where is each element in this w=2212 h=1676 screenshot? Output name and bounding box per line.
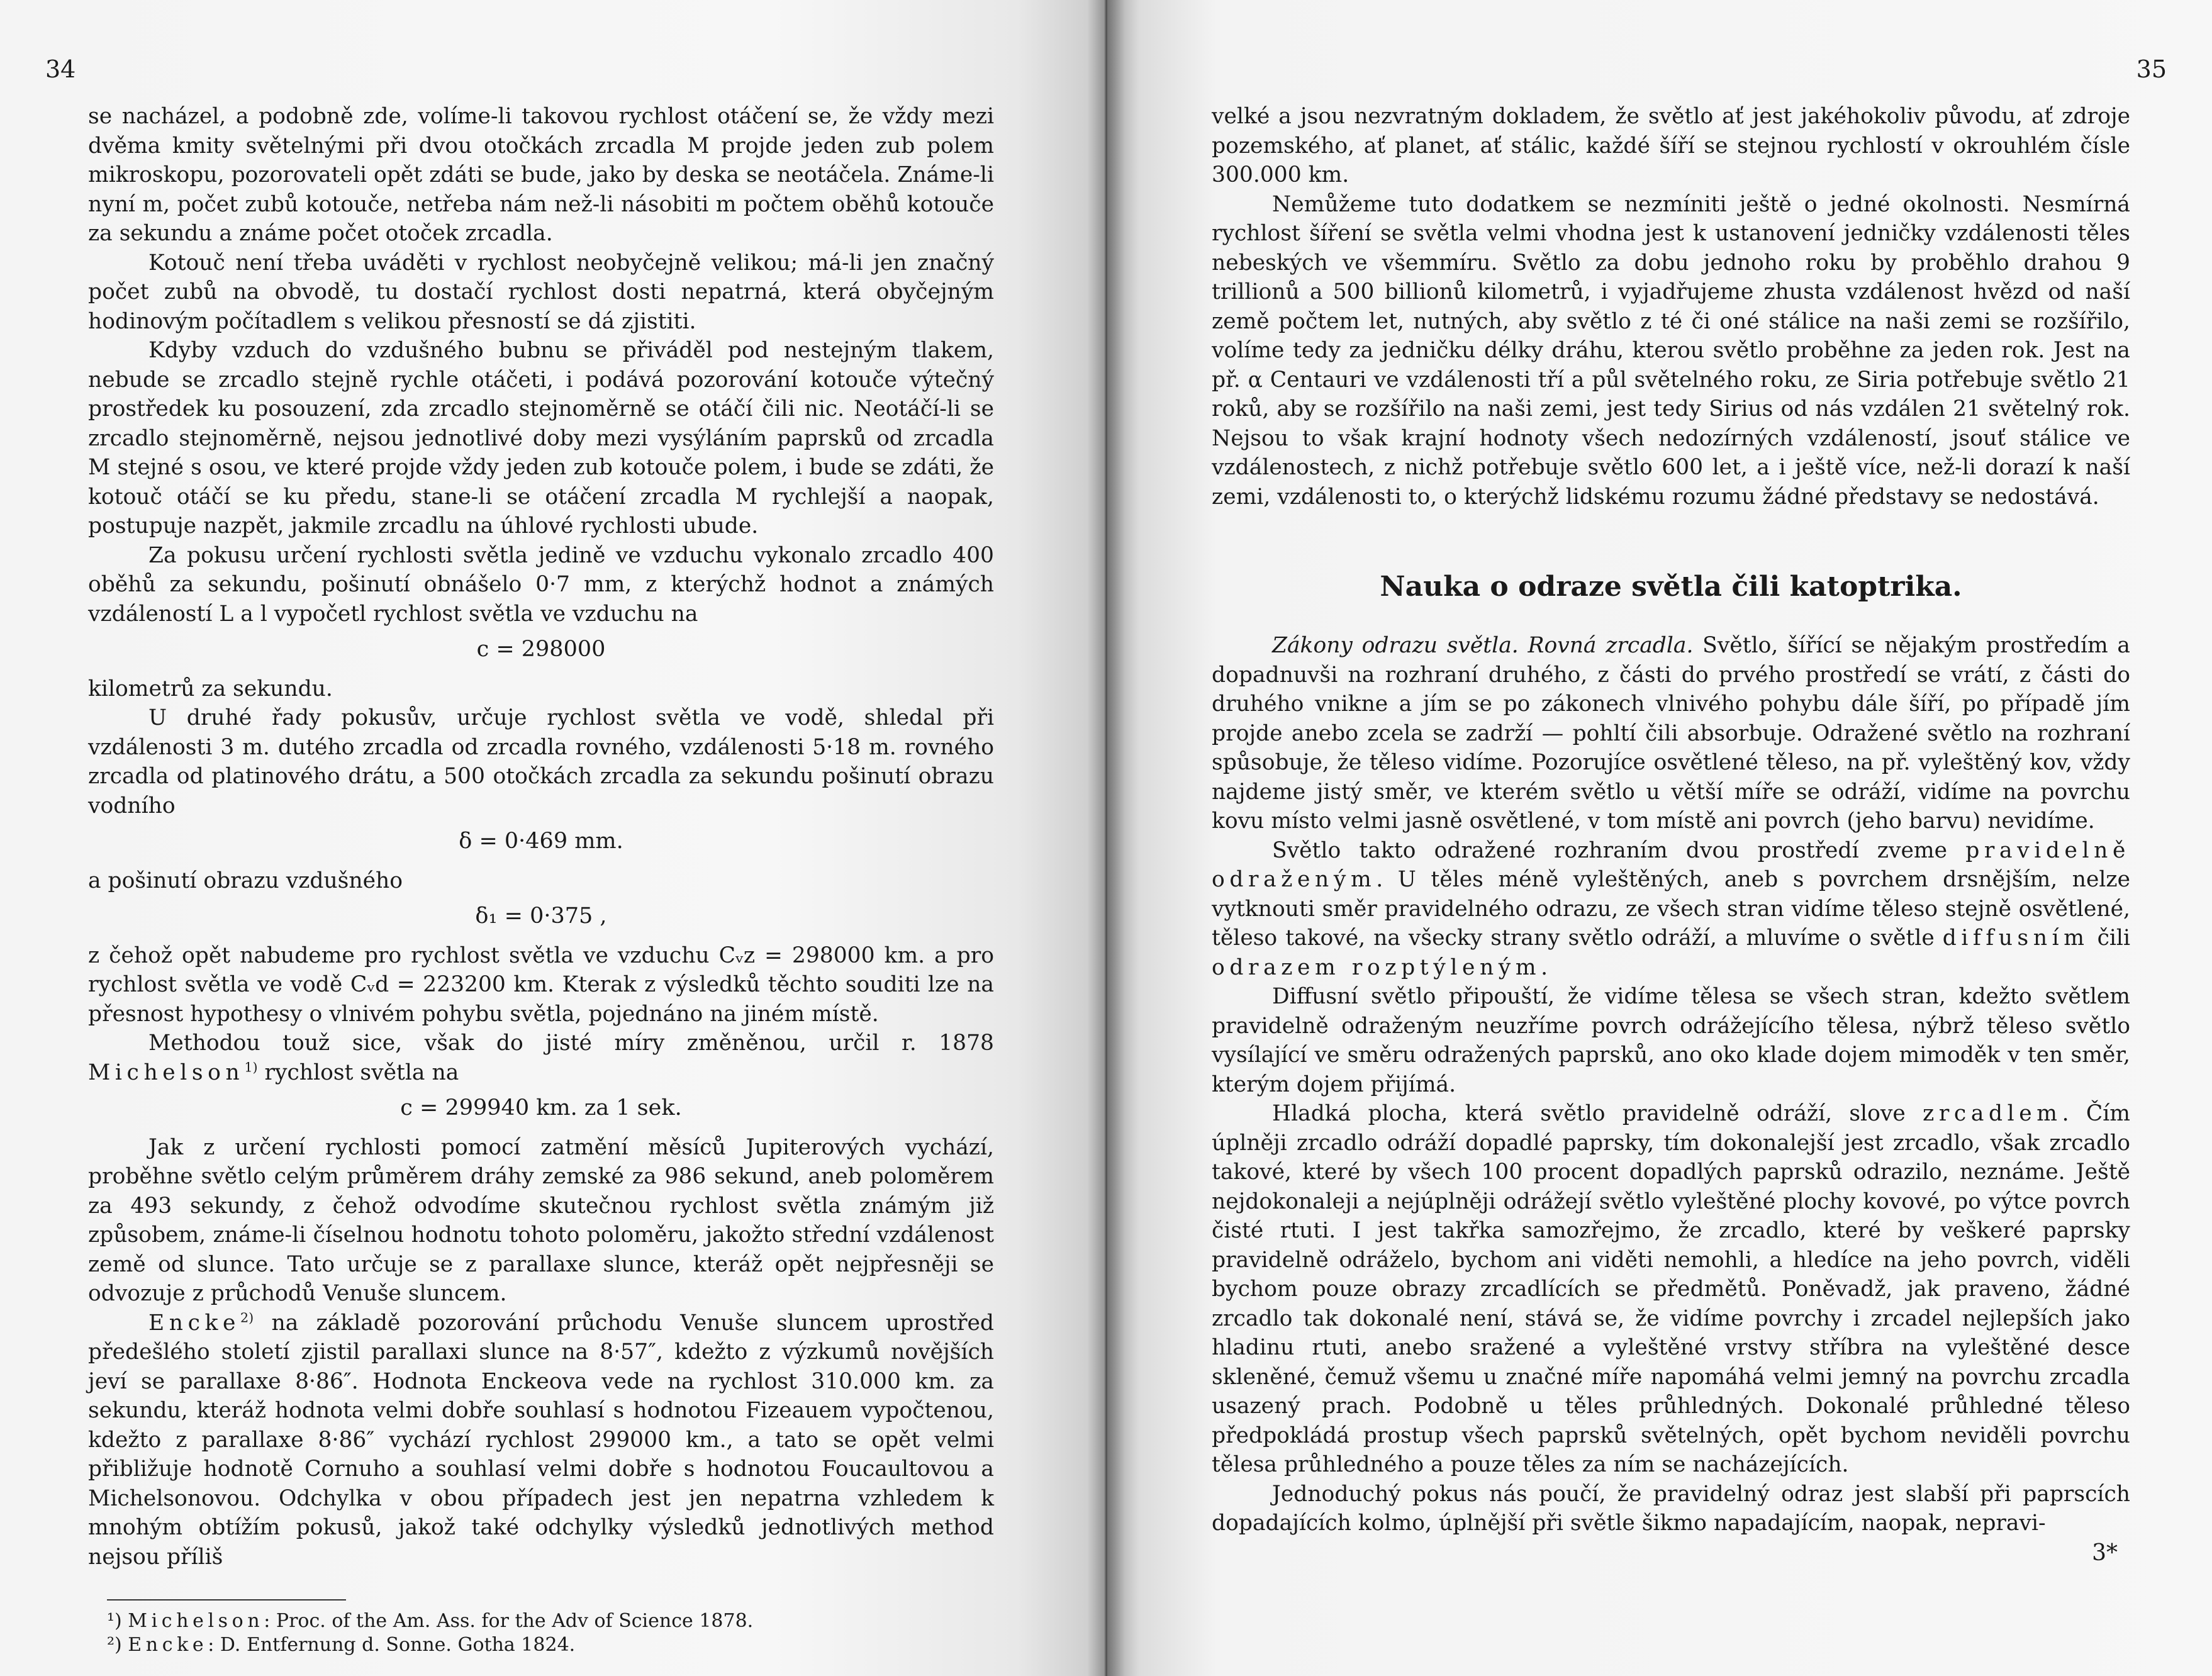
paragraph: a pošinutí obrazu vzdušného xyxy=(88,868,403,893)
paragraph: Diffusní světlo připouští, že vidíme tělesa se všech stran, kdežto světlem pravidelně odraženým neuzříme povrch odrážejícího tělesa, nýbrž těleso světlo vysílající ve směru odražených paprsků, ano oko klade dojem mimoděk v ten směr, kterým dojem přijímá. xyxy=(1212,984,2130,1097)
paragraph: kilometrů za sekundu. xyxy=(88,676,333,701)
page-number-right: 35 xyxy=(2136,55,2167,83)
paragraph: Nemůžeme tuto dodatkem se nezmíniti ještě o jedné okolnosti. Nesmírná rychlost šíření se světla velmi vhodna jest k ustanovení jedničky vzdálenosti těles nebeských ve všemmíru. Světlo za dobu jednoho roku by proběhlo drahou 9 trillionů a 500 billionů kilometrů, i vyjadřujeme zhusta vzdálenost hvězd od naší země počtem let, nutných, aby světlo z té či oné stálice na naši zemi se rozšířilo, volíme tedy za jedničku délky dráhu, kterou světlo proběhne za jeden rok. Jest na př. α Centauri ve vzdálenosti tří a půl světelného roku, ze Siria potřebuje světlo 21 roků, aby se rozšířilo na naši zemi, jest tedy Sirius od nás vzdálen 21 světelný rok. Nejsou to však krajní hodnoty všech nedozírných vzdáleností, jsouť stálice ve vzdálenostech, z nichž potřebuje světlo 600 let, a i ještě více, než-li dorazí k naší zemi, vzdálenosti to, o kterýchž lidskému rozumu žádné představy se nedostává. xyxy=(1212,191,2130,510)
formula-c-michelson: c = 299940 km. za 1 sek. xyxy=(400,1095,682,1120)
paragraph-michelson: Methodou touž sice, však do jisté míry změněnou, určil r. 1878 Michelson$^{1)}$ rychlost světla na xyxy=(88,1031,994,1085)
footnote-1: ¹) Michelson: Proc. of the Am. Ass. for the Adv of Science 1878. xyxy=(107,1610,754,1632)
right-page xyxy=(1106,0,2212,1676)
name-encke: Encke xyxy=(148,1310,240,1336)
book-gutter xyxy=(1087,0,1125,1676)
paragraph-encke: Encke$^{2)}$ na základě pozorování průchodu Venuše sluncem uprostřed předešlého století zjistil parallaxi slunce na 8·57″, kdežto z výzkumů novějších jeví se parallaxe 8·86″. Hodnota Enckeova vede na rychlost 310.000 km. za sekundu, kteráž hodnota velmi dobře souhlasí s hodnotou Fizeauem vypočtenou, kdežto z parallaxe 8·86″ vychází rychlost 299000 km., a tato se opět velmi přibližuje hodnotě Cornuho a souhlasí velmi dobře s hodnotou Foucaultovou a Michelsonovou. Odchylka v obou případech jest jen nepatrna vzhledem k mnohým obtížím pokusů, jakož také odchylky výsledků jednotlivých method nejsou příliš xyxy=(88,1310,994,1570)
footnote-ref: 1) xyxy=(244,1059,258,1075)
paragraph: Kotouč není třeba uváděti v rychlost neobyčejně velikou; má-li jen značný počet zubů na obvodě, tu dostačí rychlost dosti nepatrná, která obyčejným hodinovým počítadlem s velikou přesností se dá zjistiti. xyxy=(88,250,994,334)
left-page-text xyxy=(88,102,994,1657)
paragraph: se nacházel, a podobně zde, volíme-li takovou rychlost otáčení se, že vždy mezi dvěma kmity světelnými při dvou otočkách zrcadla M projde jeden zub polem mikroskopu, pozorovateli opět zdáti se bude, jako by deska se neotáčela. Známe-li nyní m, počet zubů kotouče, netřeba nám než-li násobiti m počtem oběhů kotouče za sekundu a známe počet otoček zrcadla. xyxy=(88,104,994,246)
paragraph: z čehož opět nabudeme pro rychlost světla ve vzduchu Cᵥz = 298000 km. a pro rychlost světla ve vodě Cᵥd = 223200 km. Kterak z výsledků těchto souditi lze na přesnost hypothesy o vlnivém pohybu světla, pojednáno na jiném místě. xyxy=(88,942,994,1027)
formula-delta: δ = 0·469 mm. xyxy=(459,829,623,854)
footnotes xyxy=(88,1599,994,1657)
section-heading: Nauka o odraze světla čili katoptrika. xyxy=(1380,571,1962,603)
footnote-divider xyxy=(107,1599,346,1601)
paragraph: Jak z určení rychlosti pomocí zatmění měsíců Jupiterových vychází, proběhne světlo celým průměrem dráhy zemské za 986 sekund, aneb poloměrem za 493 sekundy, z čehož odvodíme skutečnou rychlost světla známým již způsobem, známe-li číselnou hodnotu tohoto poloměru, jakožto střední vzdálenost země od slunce. Tato určuje se z parallaxe slunce, kteráž opět nejpřesněji se odvozuje z průchodů Venuše sluncem. xyxy=(88,1134,994,1306)
right-page-text xyxy=(1212,102,2130,1538)
page-number-left: 34 xyxy=(45,55,76,83)
name-michelson: Michelson xyxy=(88,1059,245,1085)
formula-c-air: c = 298000 xyxy=(476,637,606,662)
paragraph: Kdyby vzduch do vzdušného bubnu se přiváděl pod nestejným tlakem, nebude se zrcadlo stejně rychle otáčeti, i podává pozorování kotouče výtečný prostředek ku posouzení, zda zrcadlo stejnoměrně se otáčí čili nic. Neotáčí-li se zrcadlo stejnoměrně, nejsou jednotlivé doby mezi vysýláním paprsků od zrcadla M stejné s osou, ve které projde vždy jeden zub kotouče polem, i bude se zdáti, že kotouč otáčí se ku předu, stane-li se otáčení zrcadla M rychlejší a naopak, postupuje nazpět, jakmile zrcadlu na úhlové rychlosti ubude. xyxy=(88,338,994,539)
footnote-2: ²) Encke: D. Entfernung d. Sonne. Gotha 1824. xyxy=(107,1634,576,1656)
paragraph: U druhé řady pokusův, určuje rychlost světla ve vodě, shledal při vzdálenosti 3 m. dutého zrcadla od zrcadla rovného, vzdálenosti 5·18 m. rovného zrcadla od platinového drátu, a 500 otočkách zrcadla za sekundu pošinutí obrazu vodního xyxy=(88,705,994,818)
paragraph-mirror: Hladká plocha, která světlo pravidelně odráží, slove zrcadlem. Čím úplněji zrcadlo odráží dopadlé paprsky, tím dokonalejší jest zrcadlo, však zrcadlo takové, které by všech 100 procent dopadlých paprsků odrazilo, neznáme. Ještě nejdokonaleji a nejúplněji odrážejí světlo vyleštěné plochy kovové, po výtce povrch čisté rtuti. I jest takřka samozřejmo, že zrcadlo, které by veškeré paprsky pravidelně odráželo, bychom ani viděti nemohli, a hledíce na jeho povrch, viděli bychom pouze obrazy zrcadlících se předmětů. Poněvadž, jak praveno, žádné zrcadlo tak dokonalé není, stává se, že vidíme povrchy i zrcadel nejlepších jako hladinu rtuti, anebo sražené a vyleštěné vrstvy stříbra na vyleštěné desce skleněné, čemuž všemu u značné míře napomáhá velmi jemný na povrchu zrcadla usazený prach. Podobně u těles průhledných. Dokonalé průhledné těleso předpokládá prostup všech paprsků světelných, opět bychom neviděli povrchu tělesa průhledného a pouze těles za ním se nacházejících. xyxy=(1212,1101,2130,1477)
paragraph-regular-reflection: Světlo takto odražené rozhraním dvou prostředí zveme pravidelně odraženým. U těles méně vyleštěných, aneb s povrchem drsnějším, nelze vytknouti směr pravidelného odrazu, ze všech stran vidíme těleso stejně osvětlené, těleso takové, na všecky strany světlo odráží, a mluvíme o světle diffusním čili odrazem rozptýleným. xyxy=(1212,837,2131,980)
paragraph: Za pokusu určení rychlosti světla jedině ve vzduchu vykonalo zrcadlo 400 oběhů za sekundu, pošinutí obnášelo 0·7 mm, z kterýchž hodnot a známých vzdáleností L a l vypočetl rychlost světla ve vzduchu na xyxy=(88,542,994,627)
paragraph-laws: Zákony odrazu světla. Rovná zrcadla. Světlo, šířící se nějakým prostředím a dopadnuvši na rozhraní druhého, z části do prvého prostředí se vrátí, z části do druhého vnikne a jím se po zákonech vlnivého pohybu dále šíří, po případě jím projde anebo zcela se zadrží — pohltí čili absorbuje. Odražené světlo na rozhraní spůsobuje, že těleso vidíme. Pozorujíce osvětlené těleso, na př. vyleštěný kov, vždy najdeme jistý směr, ve kterém světlo u větší míře se odráží, vidíme na povrchu kovu místo velmi jasně osvětlené, v tom místě ani povrch (jeho barvu) nevidíme. xyxy=(1212,633,2130,834)
signature-mark: 3* xyxy=(2092,1540,2118,1566)
footnote-ref: 2) xyxy=(240,1310,254,1325)
paragraph: velké a jsou nezvratným dokladem, že světlo ať jest jakéhokoliv původu, ať zdroje pozemského, ať planet, ať stálic, každé šíří se stejnou rychlostí v okrouhlém čísle 300.000 km. xyxy=(1212,104,2130,187)
paragraph: Jednoduchý pokus nás poučí, že pravidelný odraz jest slabší při paprscích dopadajících kolmo, úplnější při světle šikmo napadajícím, naopak, nepravi- xyxy=(1212,1481,2130,1536)
italic-lead: Zákony odrazu světla. Rovná zrcadla. xyxy=(1272,633,1694,658)
formula-delta-1: δ₁ = 0·375 , xyxy=(475,903,607,929)
